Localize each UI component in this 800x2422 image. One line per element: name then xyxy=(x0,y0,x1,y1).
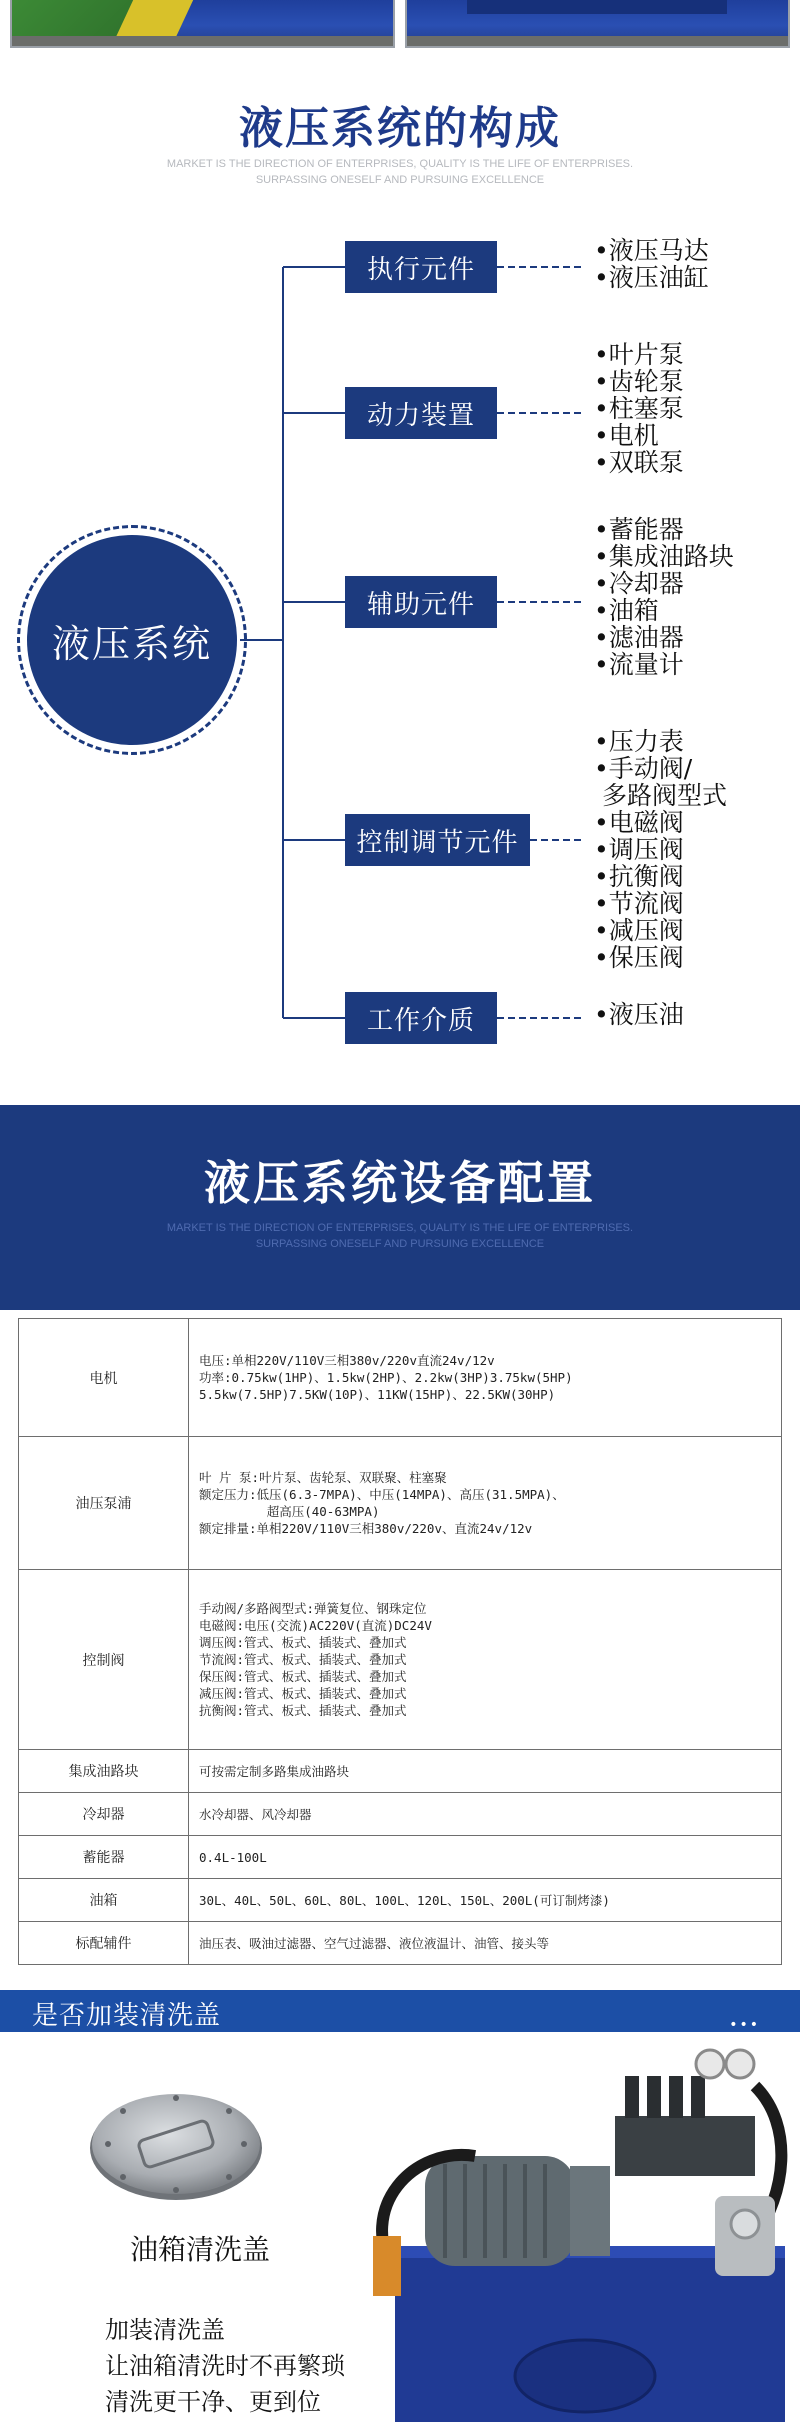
leaf-item: •冷却器 xyxy=(594,569,684,598)
table-row xyxy=(19,1437,782,1570)
spec-line: 额定排量:单相220V/110V三相380v/220v、直流24v/12v xyxy=(199,1521,533,1536)
row-spec xyxy=(189,1922,782,1965)
spec-line: 电磁阀:电压(交流)AC220V(直流)DC24V xyxy=(199,1618,432,1633)
note-line: 清洗更干净、更到位 xyxy=(105,2388,321,2416)
leaf-list-control xyxy=(594,728,727,971)
hydraulic-system-diagram xyxy=(0,195,800,1065)
leaf-item: •节流阀 xyxy=(594,889,684,918)
row-spec xyxy=(189,1879,782,1922)
note-line: 加装清洗盖 xyxy=(105,2316,225,2344)
row-spec xyxy=(189,1836,782,1879)
spec-line: 超高压(40-63MPA) xyxy=(199,1504,380,1519)
section-title-config: 液压系统设备配置 xyxy=(204,1156,596,1210)
section-subtitle xyxy=(0,156,800,188)
leaf-item: •液压油缸 xyxy=(594,263,709,292)
cleaning-cover-caption: 油箱清洗盖 xyxy=(130,2233,271,2266)
spec-line: 0.4L-100L xyxy=(199,1849,267,1865)
leaf-item: •柱塞泵 xyxy=(594,394,684,423)
table-row xyxy=(19,1922,782,1965)
leaf-item: •抗衡阀 xyxy=(594,862,684,891)
note-line: 让油箱清洗时不再繁琐 xyxy=(105,2352,345,2380)
spec-line: 电压:单相220V/110V三相380v/220v直流24v/12v xyxy=(199,1353,495,1368)
leaf-item: •液压油 xyxy=(594,1000,684,1029)
row-category: 集成油路块 xyxy=(19,1750,189,1793)
leaf-item: •液压马达 xyxy=(594,236,709,265)
row-category: 控制阀 xyxy=(19,1570,189,1750)
leaf-item: •压力表 xyxy=(594,727,684,756)
table-row xyxy=(19,1836,782,1879)
spec-line: 水冷却器、风冷却器 xyxy=(199,1806,312,1822)
row-category: 蓄能器 xyxy=(19,1836,189,1879)
leaf-item: •滤油器 xyxy=(594,623,684,652)
spec-line: 保压阀:管式、板式、插装式、叠加式 xyxy=(199,1669,407,1684)
leaf-item: •流量计 xyxy=(594,650,684,679)
spec-line: 节流阀:管式、板式、插装式、叠加式 xyxy=(199,1652,407,1667)
leaf-item: •减压阀 xyxy=(594,916,684,945)
section-title-composition: 液压系统的构成 xyxy=(239,103,561,154)
spec-line: 油压表、吸油过滤器、空气过滤器、液位液温计、油管、接头等 xyxy=(199,1935,550,1951)
row-spec xyxy=(189,1570,782,1750)
leaf-item: •集成油路块 xyxy=(594,542,734,571)
cleaning-cover-image xyxy=(88,2086,264,2204)
spec-line: 可按需定制多路集成油路块 xyxy=(199,1763,350,1779)
node-working-medium: 工作介质 xyxy=(345,992,497,1044)
leaf-item: •蓄能器 xyxy=(594,515,684,544)
leaf-list-auxiliary xyxy=(594,516,734,678)
node-actuator: 执行元件 xyxy=(345,241,497,293)
table-row xyxy=(19,1319,782,1437)
leaf-item: •油箱 xyxy=(594,596,659,625)
row-spec xyxy=(189,1793,782,1836)
leaf-item: 多路阀型式 xyxy=(594,781,727,810)
row-category: 电机 xyxy=(19,1319,189,1437)
spec-line: 30L、40L、50L、60L、80L、100L、120L、150L、200L(可订制烤漆) xyxy=(199,1892,610,1908)
table-row xyxy=(19,1570,782,1750)
node-power-unit: 动力装置 xyxy=(345,387,497,439)
spec-line: 功率:0.75kw(1HP)、1.5kw(2HP)、2.2kw(3HP)3.75kw(5HP) xyxy=(199,1370,573,1385)
section-subtitle-config xyxy=(0,1220,800,1252)
spec-line: 叶 片 泵:叶片泵、齿轮泵、双联聚、柱塞聚 xyxy=(199,1470,447,1485)
equipment-config-table xyxy=(18,1318,782,1965)
leaf-item: •叶片泵 xyxy=(594,340,684,369)
row-category: 油压泵浦 xyxy=(19,1437,189,1570)
top-photo-right xyxy=(405,0,790,48)
leaf-item: •电机 xyxy=(594,421,659,450)
spec-line: 减压阀:管式、板式、插装式、叠加式 xyxy=(199,1686,407,1701)
spec-line: 5.5kw(7.5HP)7.5KW(10P)、11KW(15HP)、22.5KW(30HP) xyxy=(199,1387,556,1402)
spec-line: 手动阀/多路阀型式:弹簧复位、钢珠定位 xyxy=(199,1601,427,1616)
leaf-item: •调压阀 xyxy=(594,835,684,864)
row-spec xyxy=(189,1750,782,1793)
row-spec xyxy=(189,1437,782,1570)
spec-line: 调压阀:管式、板式、插装式、叠加式 xyxy=(199,1635,407,1650)
table-row xyxy=(19,1793,782,1836)
row-category: 冷却器 xyxy=(19,1793,189,1836)
leaf-list-power-unit xyxy=(594,341,684,476)
leaf-item: •手动阀/ xyxy=(594,754,693,783)
row-category: 标配辅件 xyxy=(19,1922,189,1965)
subtitle-line-2: SURPASSING ONESELF AND PURSUING EXCELLENCE xyxy=(255,174,545,186)
more-dots-icon: ••• xyxy=(729,2017,760,2033)
subtitle-line-1: MARKET IS THE DIRECTION OF ENTERPRISES, QUALITY IS THE LIFE OF ENTERPRISES. xyxy=(166,158,634,170)
table-row xyxy=(19,1750,782,1793)
node-auxiliary: 辅助元件 xyxy=(345,576,497,628)
leaf-item: •齿轮泵 xyxy=(594,367,684,396)
cleaning-cover-notes xyxy=(105,2312,345,2420)
leaf-list-actuator xyxy=(594,237,709,291)
table-row xyxy=(19,1879,782,1922)
subtitle-line-2: SURPASSING ONESELF AND PURSUING EXCELLENCE xyxy=(255,1238,545,1250)
spec-line: 抗衡阀:管式、板式、插装式、叠加式 xyxy=(199,1703,407,1718)
subtitle-line-1: MARKET IS THE DIRECTION OF ENTERPRISES, QUALITY IS THE LIFE OF ENTERPRISES. xyxy=(166,1222,634,1234)
leaf-item: •保压阀 xyxy=(594,943,684,972)
top-photo-left xyxy=(10,0,395,48)
section-title-cleaning-cover: 是否加装清洗盖 xyxy=(32,2001,222,2031)
hydraulic-unit-photo xyxy=(355,2046,800,2422)
node-control: 控制调节元件 xyxy=(345,814,530,866)
leaf-list-working-medium xyxy=(594,1001,684,1028)
row-category: 油箱 xyxy=(19,1879,189,1922)
root-node-hydraulic-system: 液压系统 xyxy=(27,535,237,745)
row-spec xyxy=(189,1319,782,1437)
top-photo-strip xyxy=(0,0,800,62)
leaf-item: •双联泵 xyxy=(594,448,684,477)
leaf-item: •电磁阀 xyxy=(594,808,684,837)
spec-line: 额定压力:低压(6.3-7MPA)、中压(14MPA)、高压(31.5MPA)、 xyxy=(199,1487,565,1502)
